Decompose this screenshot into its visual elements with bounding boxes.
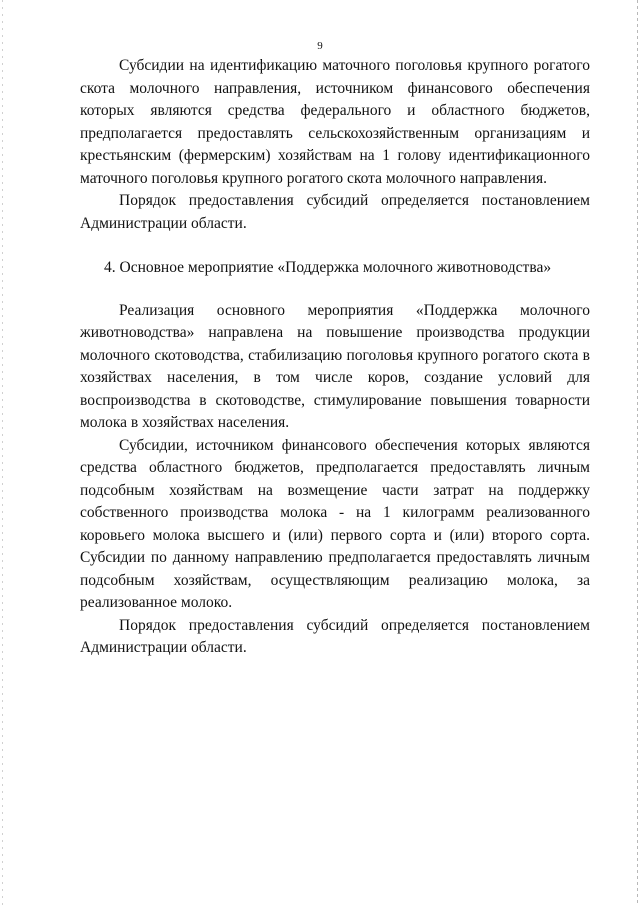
scan-edge-right xyxy=(637,0,638,905)
paragraph-implementation: Реализация основного мероприятия «Поддержка молочного животноводства» направлена на повышение производства продукции молочного скотоводства, стабилизацию поголовья крупного рогатого скота в хозяйствах населения, в том числе коров, создание условий для воспроизводства в скотоводстве, стимулирование повышения товарности молока в хозяйствах населения. xyxy=(80,301,590,431)
page-number: 9 xyxy=(317,40,323,52)
paragraph-procedure-1: Порядок предоставления субсидий определяется постановлением Администрации области. xyxy=(80,192,590,232)
paragraph-identification-subsidies: Субсидии на идентификацию маточного поголовья крупного рогатого скота молочного направления, источником финансового обеспечения которых являются средства федерального и областного бюджетов, предполагается предоставлять сельскохозяйственным организациям и крестьянским (фермерским) хозяйствам на 1 голову идентификационного маточного поголовья крупного рогатого скота молочного направления. xyxy=(80,57,590,187)
scan-edge-left xyxy=(2,0,3,905)
document-body xyxy=(80,55,590,660)
section-heading: 4. Основное мероприятие «Поддержка молочного животноводства» xyxy=(104,259,552,276)
paragraph-milk-subsidies: Субсидии, источником финансового обеспечения которых являются средства областного бюджетов, предполагается предоставлять личным подсобным хозяйствам на возмещение части затрат на поддержку собственного производства молока - на 1 килограмм реализованного коровьего молока высшего и (или) первого сорта и (или) второго сорта. Субсидии по данному направлению предполагается предоставлять личным подсобным хозяйствам, осуществляющим реализацию молока, за реализованное молоко. xyxy=(80,436,590,611)
paragraph-procedure-2: Порядок предоставления субсидий определяется постановлением Администрации области. xyxy=(80,616,590,656)
